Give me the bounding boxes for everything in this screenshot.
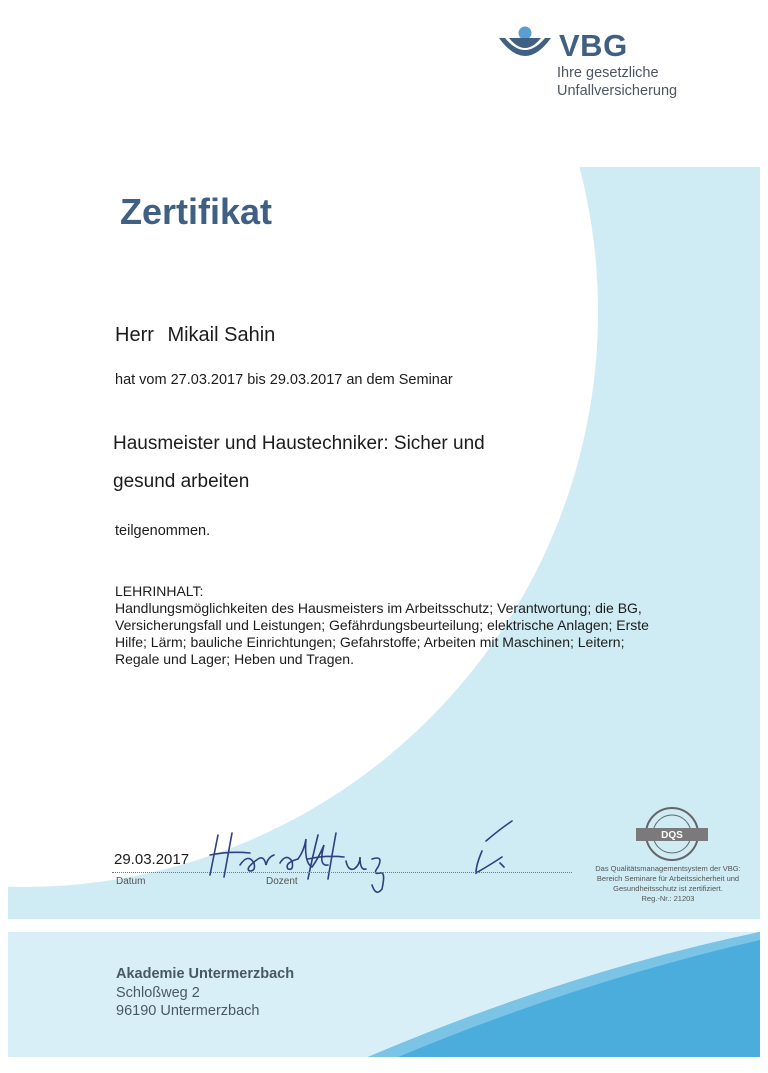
certification-seal-icon [632,806,712,862]
seminar-title [113,425,553,501]
vbg-emblem-icon [497,26,553,66]
handwritten-signature [200,815,540,895]
signature-line [112,872,572,873]
seminar-title-line1: Hausmeister und Haustechniker: Sicher und [113,433,485,454]
footer-city: 96190 Untermerzbach [116,1003,260,1019]
seal-caption [588,864,748,904]
dates-line: hat vom 27.03.2017 bis 29.03.2017 an dem Seminar [115,372,453,388]
footer-band [8,932,760,1057]
participated-text: teilgenommen. [115,523,211,539]
logo-subtitle [557,64,677,100]
logo-subtitle-line1: Ihre gesetzliche [557,65,659,81]
seal-caption-line3: Gesundheitsschutz ist zertifiziert. [613,884,723,893]
seal-caption-line2: Bereich Seminare für Arbeitssicherheit und [596,874,740,883]
seal-caption-line4: Reg.-Nr.: 21203 [641,894,695,903]
salutation: Herr [115,324,154,346]
certificate-title: Zertifikat [120,191,273,232]
signature-date: 29.03.2017 [114,851,190,868]
seal-emblem-text: DQS [661,830,683,841]
recipient-name [115,322,283,348]
panel-white-arc [8,167,598,887]
label-date: Datum [116,876,146,887]
content-heading: LEHRINHALT: [115,583,204,599]
recipient-fullname: Mikail Sahin [167,324,276,346]
seminar-title-line2: gesund arbeiten [113,471,250,492]
seal-caption-line1: Das Qualitätsmanagementsystem der VBG: [595,864,741,873]
logo-name: VBG [559,28,628,63]
footer-academy-name: Akademie Untermerzbach [116,966,295,982]
handwritten-signature-text: Harald Hug [200,815,206,816]
label-lecturer: Dozent [266,876,298,887]
logo-subtitle-line2: Unfallversicherung [557,83,678,99]
vbg-logo [497,26,717,106]
footer-street: Schloßweg 2 [116,985,200,1001]
content-text: Handlungsmöglichkeiten des Hausmeisters im Arbeitsschutz; Verantwortung; die BG, Versicherungsfall und Leistungen; Gefährdungsbeurteilung; elektrische Anlagen; Erste Hilfe; Lärm; bauliche Einrichtungen; Gefahrstoffe; Arbeiten mit Maschinen; Leitern; Regale und Lager; Heben und Tragen. [115,600,649,667]
